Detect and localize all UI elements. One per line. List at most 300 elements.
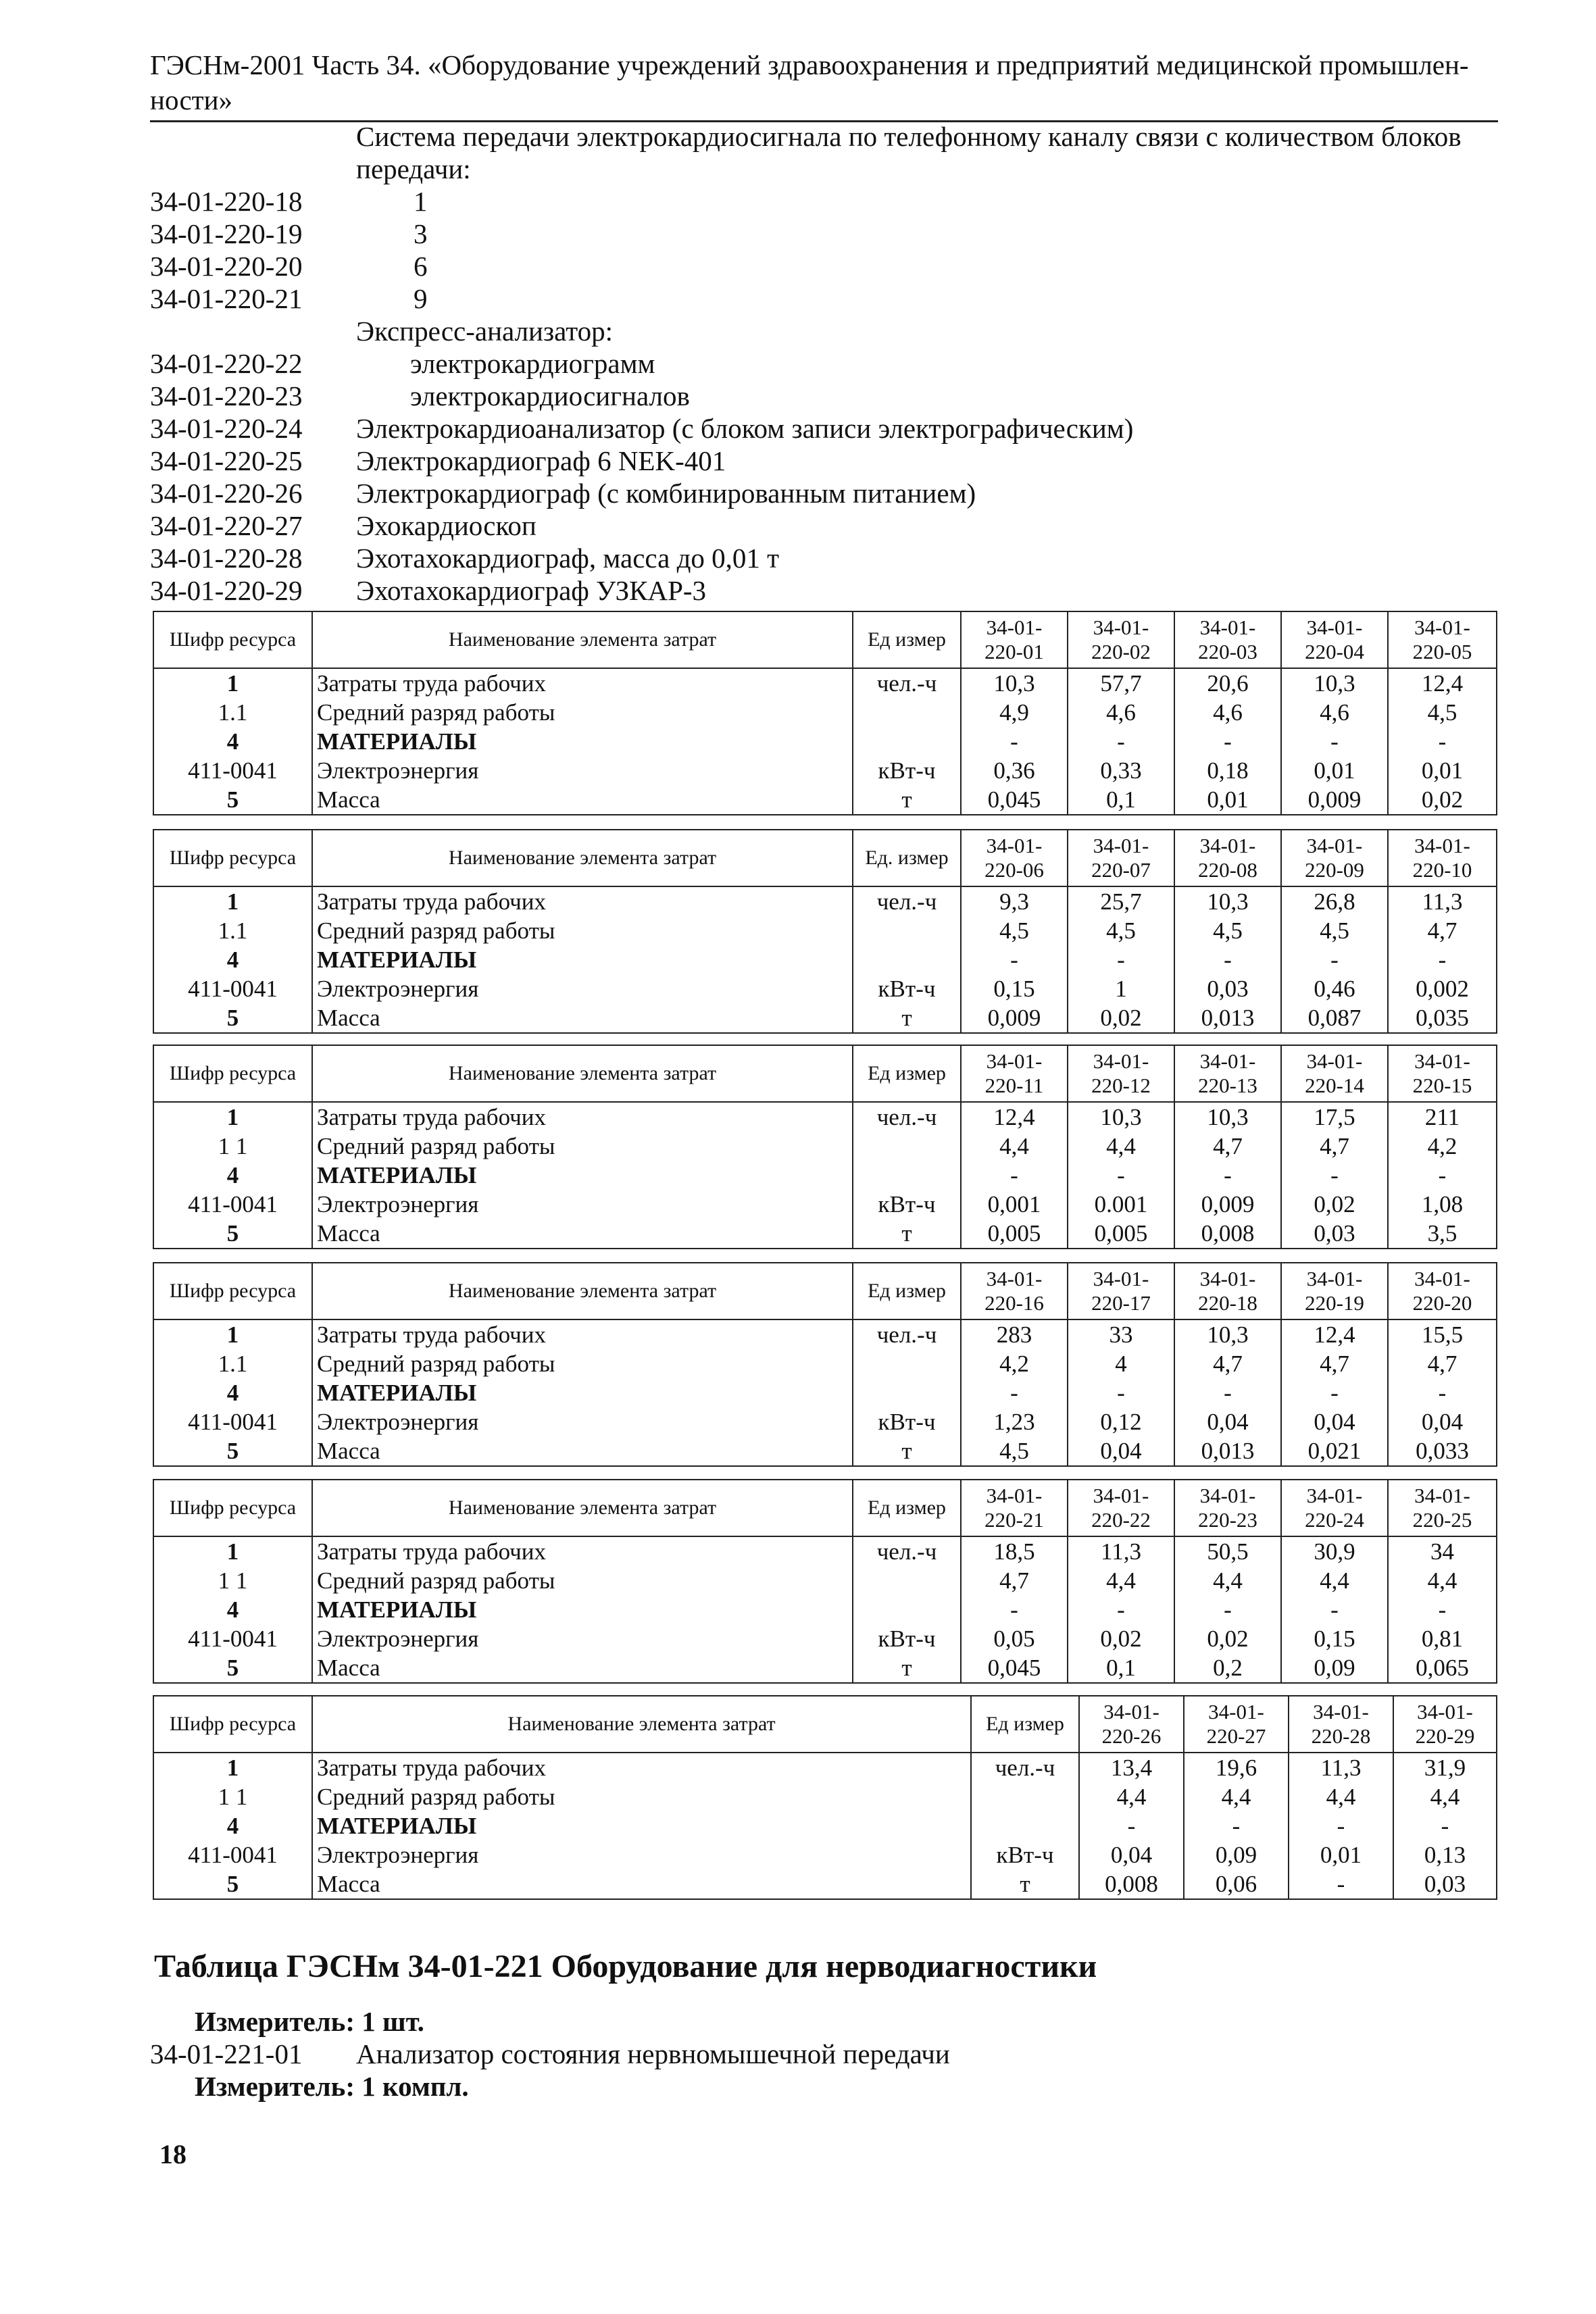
row-code: 4 [153,1378,312,1407]
rate-code-part: 220-28 [1311,1724,1371,1748]
table-row [153,1003,1497,1033]
row-unit: кВт-ч [853,1407,961,1436]
row-value: 0,12 [1068,1407,1174,1436]
measure-line-2 [195,2070,469,2103]
row-value: 0,001 [961,1190,1068,1219]
rate-code-part: 220-23 [1198,1508,1257,1532]
row-value: - [1068,945,1174,974]
row-name: МАТЕРИАЛЫ [312,1811,971,1840]
rate-code-part: 34-01- [1306,1484,1363,1507]
table-row [153,668,1497,698]
row-unit [853,1566,961,1595]
spec-description: Экспресс-анализатор: [356,316,614,347]
table-row [153,1190,1497,1219]
resource-table [153,829,1497,1034]
row-value: 0,02 [1068,1003,1174,1033]
spec-code: 34-01-220-27 [150,510,303,541]
row-value: 0,045 [961,785,1068,815]
row-unit: т [853,1436,961,1466]
row-code: 4 [153,727,312,756]
spec-item [150,250,1498,282]
row-code: 411-0041 [153,974,312,1003]
row-name: Затраты труда рабочих [312,1102,853,1132]
table-row [153,1219,1497,1249]
row-value: 4,5 [1068,916,1174,945]
resource-table [153,1262,1497,1467]
rate-code-part: 220-19 [1305,1291,1364,1315]
rate-code-part: 220-29 [1415,1724,1475,1748]
header-name: Наименование элемента затрат [312,1263,853,1319]
rate-code-part: 220-26 [1101,1724,1162,1748]
rate-code-part: 220-03 [1198,640,1257,663]
table-header-row [153,1696,1497,1753]
row-value: - [1281,1595,1388,1624]
measure-label: Измеритель: [195,2006,355,2037]
row-value: 211 [1388,1102,1497,1132]
row-value: - [1281,1378,1388,1407]
table-row [153,1566,1497,1595]
row-unit [853,1161,961,1190]
rate-code-part: 220-12 [1091,1074,1151,1097]
row-value: 283 [961,1319,1068,1349]
header-rate-code [1388,1480,1497,1536]
row-value: 4,6 [1068,698,1174,727]
header-code: Шифр ресурса [153,1480,312,1536]
row-value: 0,33 [1068,756,1174,785]
table-row [153,785,1497,815]
row-value: - [1174,945,1281,974]
row-code: 1 [153,1102,312,1132]
row-code: 411-0041 [153,1624,312,1653]
row-value: 0,04 [1388,1407,1497,1436]
header-unit: Ед измер [971,1696,1079,1753]
row-value: 0,01 [1281,756,1388,785]
header-rate-code [1174,1263,1281,1319]
row-value: 4,4 [1289,1782,1393,1811]
resource-table [153,1479,1497,1684]
row-value: 0,03 [1281,1219,1388,1249]
row-value: 4,6 [1174,698,1281,727]
header-rate-code [1388,830,1497,886]
row-name: Электроэнергия [312,1190,853,1219]
rate-code-part: 34-01- [1313,1700,1369,1724]
row-value: 4,4 [961,1132,1068,1161]
row-value: - [1281,727,1388,756]
rate-code-part: 220-24 [1305,1508,1364,1532]
item-desc-line [356,2038,950,2070]
rate-code-part: 34-01- [1199,834,1256,857]
rate-code-part: 220-17 [1091,1291,1151,1315]
row-code: 5 [153,785,312,815]
row-value: 4,5 [961,1436,1068,1466]
spec-item [150,542,1498,574]
measure-label: Измеритель: [195,2071,355,2102]
row-value: - [1388,727,1497,756]
rate-code-part: 34-01- [1417,1700,1473,1724]
table-row [153,698,1497,727]
table-row [153,1378,1497,1407]
page-number: 18 [159,2139,186,2169]
row-value: 30,9 [1281,1536,1388,1566]
row-unit: кВт-ч [853,1624,961,1653]
row-value: 4,7 [1281,1349,1388,1378]
header-rate-code [1079,1696,1184,1753]
spec-description: Электрокардиограф (с комбинированным питанием) [356,478,976,509]
row-unit: чел.-ч [853,1319,961,1349]
spec-item [150,347,1498,380]
rate-code-part: 220-04 [1305,640,1364,663]
rate-code-part: 220-18 [1198,1291,1257,1315]
row-value: - [961,1595,1068,1624]
rate-code-part: 34-01- [1306,834,1363,857]
row-code: 1.1 [153,1349,312,1378]
row-value: 10,3 [1174,886,1281,916]
row-value: 0,81 [1388,1624,1497,1653]
header-rate-code [1289,1696,1393,1753]
row-value: - [1174,1378,1281,1407]
row-value: 0,008 [1174,1219,1281,1249]
row-value: 0,09 [1281,1653,1388,1683]
rate-code-part: 220-13 [1198,1074,1257,1097]
table-header-row [153,611,1497,668]
header-unit: Ед. измер [853,830,961,886]
row-value: 0,04 [1079,1840,1184,1869]
table-row [153,727,1497,756]
rate-code-part: 34-01- [986,1267,1043,1290]
row-value: 0,09 [1184,1840,1289,1869]
row-value: 10,3 [961,668,1068,698]
table-row [153,1595,1497,1624]
rate-code-part: 34-01- [1306,615,1363,639]
header-rate-code [1281,1480,1388,1536]
item-line [150,2038,302,2070]
row-value: 4,7 [1281,1132,1388,1161]
spec-item [150,380,1498,412]
rate-code-part: 220-20 [1412,1291,1472,1315]
header-code: Шифр ресурса [153,1263,312,1319]
rate-code-part: 220-10 [1412,858,1472,882]
row-name: Средний разряд работы [312,916,853,945]
row-unit: чел.-ч [853,1536,961,1566]
row-value: 1,08 [1388,1190,1497,1219]
spec-code: 34-01-220-28 [150,543,303,574]
row-value: 0,01 [1388,756,1497,785]
row-unit [853,945,961,974]
header-rate-code [961,830,1068,886]
row-value: - [1174,1595,1281,1624]
rate-code-part: 34-01- [1199,615,1256,639]
row-name: Электроэнергия [312,1624,853,1653]
row-code: 411-0041 [153,1190,312,1219]
row-value: 0,009 [1281,785,1388,815]
row-value: 0,1 [1068,785,1174,815]
row-value: 10,3 [1174,1319,1281,1349]
spec-item [150,218,1498,250]
table-header-row [153,1263,1497,1319]
running-header-line2: ности» [150,84,233,116]
row-value: - [1174,1161,1281,1190]
row-value: 0,021 [1281,1436,1388,1466]
row-value: 11,3 [1289,1753,1393,1782]
row-value: 0,033 [1388,1436,1497,1466]
row-name: Средний разряд работы [312,1132,853,1161]
row-value: - [961,1378,1068,1407]
row-code: 5 [153,1436,312,1466]
row-name: Электроэнергия [312,756,853,785]
row-value: 1,23 [961,1407,1068,1436]
rate-code-part: 220-08 [1198,858,1257,882]
row-value: 0,46 [1281,974,1388,1003]
spec-item [150,282,1498,315]
row-code: 4 [153,1595,312,1624]
row-unit [853,916,961,945]
spec-description: Эхотахокардиограф, масса до 0,01 т [356,543,780,574]
row-unit [853,727,961,756]
header-unit: Ед измер [853,611,961,668]
row-value: 9,3 [961,886,1068,916]
header-rate-code [1174,1045,1281,1102]
row-value: - [1079,1811,1184,1840]
row-value: - [1184,1811,1289,1840]
rate-code-part: 34-01- [1414,1267,1470,1290]
rate-code-part: 34-01- [1199,1049,1256,1073]
header-rate-code [961,1480,1068,1536]
row-code: 1 [153,668,312,698]
table-row [153,1436,1497,1466]
row-value: 17,5 [1281,1102,1388,1132]
row-value: 4 [1068,1349,1174,1378]
table-row [153,886,1497,916]
spec-item [150,412,1498,445]
row-value: - [1068,1595,1174,1624]
row-value: 0,2 [1174,1653,1281,1683]
row-unit: чел.-ч [853,1102,961,1132]
row-unit [971,1811,1079,1840]
row-value: 3,5 [1388,1219,1497,1249]
row-value: - [1289,1869,1393,1899]
rate-code-part: 220-27 [1206,1724,1266,1748]
row-unit [853,1349,961,1378]
header-rate-code [1174,1480,1281,1536]
row-value: - [1068,1378,1174,1407]
row-value: 0,04 [1068,1436,1174,1466]
row-value: 4,4 [1281,1566,1388,1595]
row-value: - [961,727,1068,756]
row-value: 12,4 [1388,668,1497,698]
measure-value: 1 компл. [361,2071,469,2102]
row-value: 4,5 [1174,916,1281,945]
row-name: Масса [312,785,853,815]
row-value: 10,3 [1281,668,1388,698]
rate-code-part: 220-02 [1091,640,1151,663]
row-value: 0.001 [1068,1190,1174,1219]
row-value: 15,5 [1388,1319,1497,1349]
row-value: - [961,1161,1068,1190]
rate-code-part: 34-01- [1199,1267,1256,1290]
row-code: 5 [153,1003,312,1033]
row-code: 1 [153,1753,312,1782]
row-value: 4,5 [1388,698,1497,727]
row-value: 0,02 [1388,785,1497,815]
row-value: 4,5 [1281,916,1388,945]
table-row [153,1161,1497,1190]
spec-item [150,574,1498,607]
rate-code-part: 220-06 [984,858,1044,882]
row-value: 0,03 [1174,974,1281,1003]
row-value: - [1068,1161,1174,1190]
table-row [153,945,1497,974]
row-value: - [1289,1811,1393,1840]
row-unit: т [971,1869,1079,1899]
rate-code-part: 34-01- [1093,1049,1149,1073]
row-value: 20,6 [1174,668,1281,698]
rate-code-part: 34-01- [986,1484,1043,1507]
table-row [153,1349,1497,1378]
header-rate-code [961,611,1068,668]
row-value: 4,7 [961,1566,1068,1595]
spec-description: Электрокардиоанализатор (с блоком записи электрографическим) [356,413,1134,444]
row-value: 12,4 [1281,1319,1388,1349]
header-rate-code [1068,1045,1174,1102]
table-row [153,1624,1497,1653]
row-name: Масса [312,1219,853,1249]
rate-code-part: 220-25 [1412,1508,1472,1532]
rate-code-part: 34-01- [1093,1267,1149,1290]
rate-code-part: 220-05 [1412,640,1472,663]
row-name: МАТЕРИАЛЫ [312,727,853,756]
rate-code-part: 220-07 [1091,858,1151,882]
spec-item [150,185,1498,218]
table-row [153,1840,1497,1869]
rate-code-part: 220-11 [984,1074,1044,1097]
row-value: 4,4 [1184,1782,1289,1811]
row-name: Масса [312,1003,853,1033]
row-value: 4,4 [1174,1566,1281,1595]
row-value: - [1174,727,1281,756]
spec-item [150,477,1498,509]
row-code: 4 [153,1811,312,1840]
row-code: 411-0041 [153,1407,312,1436]
row-unit: т [853,1219,961,1249]
table-row [153,1782,1497,1811]
row-value: 0,035 [1388,1003,1497,1033]
row-code: 4 [153,1161,312,1190]
header-rate-code [1068,1480,1174,1536]
row-code: 5 [153,1219,312,1249]
row-name: Электроэнергия [312,1840,971,1869]
row-code: 1 1 [153,1782,312,1811]
row-unit: кВт-ч [971,1840,1079,1869]
header-rate-code [1393,1696,1497,1753]
header-rate-code [1281,1045,1388,1102]
table-header-row [153,1045,1497,1102]
header-rate-code [1388,1045,1497,1102]
rate-code-part: 34-01- [1414,615,1470,639]
row-value: 4,4 [1393,1782,1497,1811]
row-value: 18,5 [961,1536,1068,1566]
table-row [153,756,1497,785]
row-value: - [1388,1161,1497,1190]
table-row [153,1653,1497,1683]
table-row [153,1407,1497,1436]
row-value: 13,4 [1079,1753,1184,1782]
section-title: Таблица ГЭСНм 34-01-221 Оборудование для нерводиагностики [154,1948,1097,1984]
row-value: 0,01 [1289,1840,1393,1869]
header-unit: Ед измер [853,1263,961,1319]
row-code: 1 1 [153,1566,312,1595]
row-code: 4 [153,945,312,974]
row-value: 0,01 [1174,785,1281,815]
rate-code-part: 34-01- [986,1049,1043,1073]
row-unit: чел.-ч [971,1753,1079,1782]
row-value: 0,36 [961,756,1068,785]
rate-code-part: 34-01- [1199,1484,1256,1507]
row-name: Затраты труда рабочих [312,1753,971,1782]
row-code: 1 [153,1319,312,1349]
row-value: 0,03 [1393,1869,1497,1899]
row-value: 4,7 [1174,1132,1281,1161]
row-value: 4,5 [961,916,1068,945]
spec-description: 6 [414,251,428,282]
row-value: 4,4 [1388,1566,1497,1595]
rate-code-part: 220-14 [1305,1074,1364,1097]
table-row [153,1869,1497,1899]
header-rate-code [1174,830,1281,886]
rate-code-part: 34-01- [1414,1049,1470,1073]
spec-code: 34-01-220-29 [150,575,303,606]
row-value: 4,2 [961,1349,1068,1378]
running-header-line1: ГЭСНм-2001 Часть 34. «Оборудование учреждений здравоохранения и предприятий медицинской промышлен- [150,49,1469,80]
row-code: 411-0041 [153,1840,312,1869]
header-code: Шифр ресурса [153,1045,312,1102]
spec-code: 34-01-220-23 [150,380,303,411]
row-unit: т [853,1003,961,1033]
row-name: Средний разряд работы [312,1349,853,1378]
rate-code-part: 34-01- [1208,1700,1264,1724]
row-value: - [1393,1811,1497,1840]
row-value: - [1068,727,1174,756]
table-row [153,1319,1497,1349]
rate-code-part: 220-09 [1305,858,1364,882]
rate-code-part: 220-01 [984,640,1044,663]
spec-item [150,315,1498,347]
row-name: Масса [312,1436,853,1466]
rate-code-part: 34-01- [1103,1700,1159,1724]
row-name: МАТЕРИАЛЫ [312,1378,853,1407]
rate-code-part: 34-01- [1093,615,1149,639]
row-value: 1 [1068,974,1174,1003]
row-value: 0,008 [1079,1869,1184,1899]
spec-code: 34-01-220-20 [150,251,303,282]
header-name: Наименование элемента затрат [312,1696,971,1753]
row-value: 4,7 [1388,916,1497,945]
row-unit: чел.-ч [853,886,961,916]
row-value: 11,3 [1068,1536,1174,1566]
row-value: - [1388,1595,1497,1624]
row-value: 4,4 [1068,1132,1174,1161]
row-value: 0,04 [1174,1407,1281,1436]
row-value: 26,8 [1281,886,1388,916]
row-value: 0,005 [1068,1219,1174,1249]
row-unit: т [853,785,961,815]
row-value: 0,009 [1174,1190,1281,1219]
row-value: 11,3 [1388,886,1497,916]
row-value: 12,4 [961,1102,1068,1132]
row-value: - [1388,1378,1497,1407]
spec-description: 1 [414,186,428,217]
row-value: 4,4 [1068,1566,1174,1595]
table-row [153,1536,1497,1566]
